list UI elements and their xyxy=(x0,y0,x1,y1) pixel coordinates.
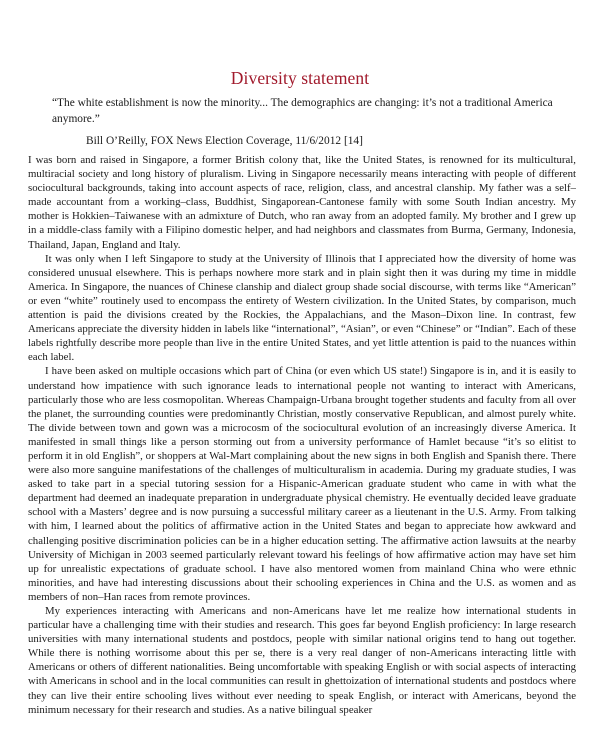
epigraph-attribution: Bill O’Reilly, FOX News Election Coverage, 11/6/2012 [14] xyxy=(86,135,363,147)
document-title: Diversity statement xyxy=(230,68,370,88)
paragraph-experiences: I have been asked on multiple occasions which part of China (or even which US state!) Singapore is in, and it is easily to understand how impatience with such ignorance leads to international people not wanting to interact with Americans, particularly those who are less cosmopolitan. Whereas Champaign-Urbana brought together students and faculty from all over the planet, the surrounding counties were predominantly Christian, mostly conservative Republican, and almost purely white. The divide between town and gown was a microcosm of the sociocultural evolution of an increasingly diverse America. It manifested in small things like a person storming out from a university performance of Hamlet because “it’s so elitist to perform it in old English”, or shoppers at Wal-Mart complaining about the new signs in both English and Spanish there. There were also more sanguine manifestations of the challenges of multiculturalism in academia. During my graduate studies, I was asked to take part in a special tutoring session for a Hispanic-American graduate student who came in with what the department had deemed an inadequate preparation in undergraduate physical chemistry. He eventually decided leave graduate school with a Masters’ degree and is now pursuing a successful military career as a lieutenant in the U.S. Army. From talking with him, I learned about the politics of affirmative action in the United States and began to appreciate how awkward and challenging positive discrimination policies can be in a higher education setting. The affirmative action lawsuits at the nearby University of Michigan in 2003 seemed particularly relevant toward his feelings of how affirmative action may have set him up for unrealistic expectations of graduate school. I have also mentored women from mainland China who were ethnic minorities, and have had interesting discussions about their schooling experiences in China and the U.S. as women and as members of non–Han races from remote provinces. xyxy=(28,365,576,603)
body-text xyxy=(28,153,576,729)
paragraph-upbringing: I was born and raised in Singapore, a former British colony that, like the United States, is renowned for its multicultural, multiracial society and long history of pluralism. Living in Singapore necessarily means interacting with people of different sociocultural backgrounds, taking into account aspects of race, religion, class, and ancestral clanship. My father was a self–made accountant from a working–class, Buddhist, Singaporean-Cantonese family with some South Indian ancestry. My mother is Hokkien–Taiwanese with an admixture of Dutch, who ran away from an adopted family. My brother and I grew up in a middle-class family with a Filipino domestic helper, and had neighbors and classmates from Burma, Germany, Indonesia, Thailand, Japan, England and Italy. xyxy=(28,154,576,251)
paragraph-illinois: It was only when I left Singapore to study at the University of Illinois that I appreciated how the diversity of home was considered unusual elsewhere. This is perhaps nowhere more stark and in plain sight then it was during my time in middle America. In Singapore, the nuances of Chinese clanship and dialect group shade social discourse, with terms like “American” or even “white” routinely used to encompass the entirety of Western civilization. In the United States, by comparison, much attention is paid the divisions created by the Rockies, the Appalachians, and the Mason–Dixon line. In contrast, few Americans appreciate the diversity hidden in labels like “international”, “Asian”, or even “Chinese” or “Indian”. Each of these labels rightfully describe more people than live in the entire United States, and yet little attention is paid to the nuances within each label. xyxy=(28,252,576,364)
epigraph-quote: “The white establishment is now the minority... The demographics are changing: it’s not a traditional America anymore.” xyxy=(52,97,553,125)
paragraph-international-students: My experiences interacting with Americans and non-Americans have let me realize how international students in particular have a challenging time with their studies and research. This goes far beyond English proficiency: In large research universities with many international students and postdocs, people with similar national origins tend to hang out together. While there is nothing worrisome about this per se, there is a very real danger of non-Americans interacting little with Americans or others of different nationalities. Being uncomfortable with speaking English or with social aspects of interacting with Americans in school and in the local communities can result in ghettoization of international students and postdocs where they can live their entire schooling lives without ever needing to speak English, or interact with Americans, beyond the minimum necessary for their research and studies. As a native bilingual speaker xyxy=(28,605,576,716)
